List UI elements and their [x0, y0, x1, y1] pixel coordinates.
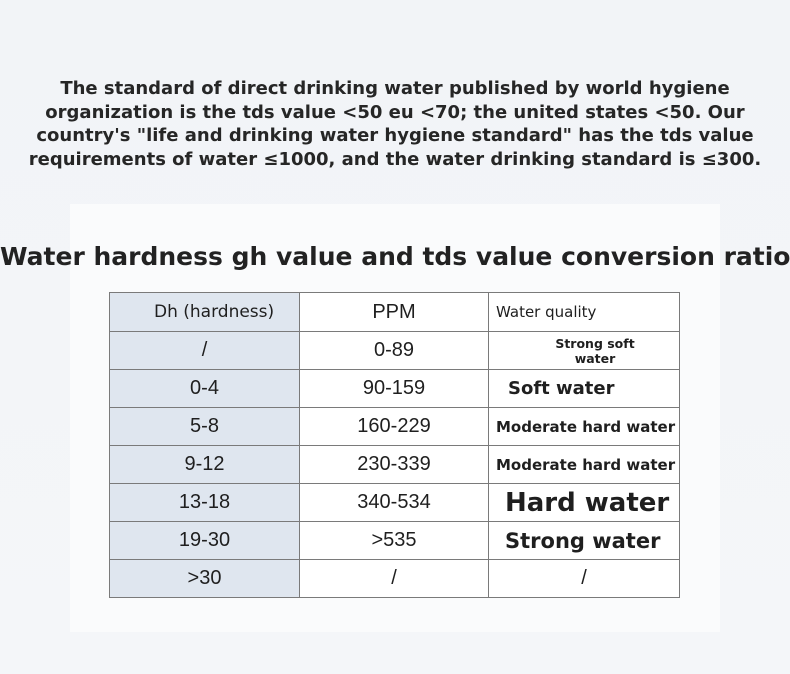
cell-ppm: 340-534: [300, 484, 489, 522]
cell-ppm: 90-159: [300, 370, 489, 408]
intro-line: organization is the tds value <50 eu <70; the united states <50. Our: [45, 101, 745, 123]
table-header-row: [110, 293, 680, 332]
intro-paragraph: [20, 77, 770, 171]
cell-dh: 13-18: [110, 484, 300, 522]
column-header-ppm: PPM: [300, 293, 489, 332]
hardness-table: [109, 292, 680, 598]
table-heading: Water hardness gh value and tds value conversion ratio: [0, 242, 790, 271]
column-header-dh: Dh (hardness): [110, 293, 300, 332]
table-row: [110, 446, 680, 484]
cell-dh: >30: [110, 560, 300, 598]
cell-ppm: 160-229: [300, 408, 489, 446]
cell-ppm: >535: [300, 522, 489, 560]
cell-ppm: /: [300, 560, 489, 598]
cell-quality: Hard water: [489, 484, 680, 522]
table-row: [110, 484, 680, 522]
cell-quality: Strong water: [489, 522, 680, 560]
table-row: [110, 332, 680, 370]
cell-quality: Moderate hard water: [489, 408, 680, 446]
cell-quality-text: Strong soft water: [555, 335, 635, 366]
column-header-quality: Water quality: [489, 293, 680, 332]
table-row: [110, 370, 680, 408]
cell-dh: 19-30: [110, 522, 300, 560]
cell-ppm: 0-89: [300, 332, 489, 370]
cell-dh: 9-12: [110, 446, 300, 484]
cell-ppm: 230-339: [300, 446, 489, 484]
cell-dh: 0-4: [110, 370, 300, 408]
cell-dh: /: [110, 332, 300, 370]
intro-line: The standard of direct drinking water published by world hygiene: [60, 78, 730, 99]
table-row: [110, 522, 680, 560]
table-row: [110, 408, 680, 446]
cell-quality: [489, 332, 680, 370]
table-row: [110, 560, 680, 598]
intro-line: country's "life and drinking water hygiene standard" has the tds value: [36, 125, 754, 146]
cell-quality: Moderate hard water: [489, 446, 680, 484]
cell-quality: /: [489, 560, 680, 598]
intro-line: requirements of water ≤1000, and the water drinking standard is ≤300.: [28, 148, 762, 170]
cell-quality: Soft water: [489, 370, 680, 408]
cell-dh: 5-8: [110, 408, 300, 446]
